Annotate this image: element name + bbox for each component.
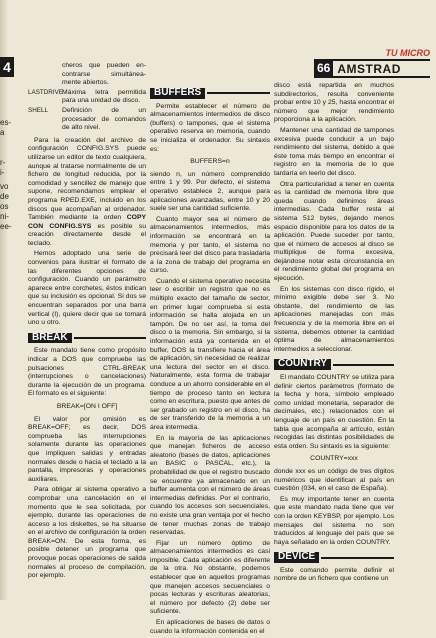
paragraph: disco está repartida en muchos subdirectorios, resulta conveniente probar entre 10 y 25, hasta encontrar el número que mejor rendimiento proporciona a la aplicación. bbox=[274, 82, 394, 124]
edge-fragment: vo bbox=[0, 182, 9, 191]
paragraph: Hemos adoptado una serie de convenios para ilustrar el formato de las diferentes opciones de configuración. Cuando un parámetro aparece entre corchetes, éstos indican que su inclusión es opcional. Si dos se encuentran separados por una barra vertical (I), quiere decir que se tomará uno u otro. bbox=[28, 250, 146, 327]
paragraph: Otra particularidad a tener en cuenta es la cantidad de memoria libre que queda cuando definimos áreas intermedias. Cada buffer resta al sistema 512 bytes, dejando menos espacio disponible para los datos de la aplicación. Puede suceder por tanto, que el número de accesos al disco se multiplique de forma excesiva, dejándose notar esta circunstancia en el rendimiento global del programa en ejecución. bbox=[274, 180, 394, 283]
paragraph: Este comando permite definir el nombre de un fichero que contiene un bbox=[274, 566, 394, 583]
paragraph: Fijar un número óptimo de almacenamientos intermedios es casi imposible. Cada aplicación es diferente de la otra. No obstante, podemos establecer que en aquellos programas que manejen accesos secuenciales o pocas lecturas y escrituras aleatorias, el número por defecto (2) debe ser suficiente. bbox=[150, 539, 270, 616]
definition-desc: Máxima letra permitida para una unidad de disco. bbox=[62, 88, 146, 105]
syntax-line: BREAK=[ON I OFF] bbox=[56, 402, 118, 410]
column-3 bbox=[274, 82, 394, 586]
edge-fragment: ni- bbox=[0, 212, 9, 221]
definition-term: LASTDRIVE bbox=[28, 88, 63, 96]
paragraph: Mantener una cantidad de tampones excesiva puede conducir a un bajo rendimiento del sistema, debido a que éste toma más tiempo en encontrar el registro en la memoria de lo que tardaría en leerlo del disco. bbox=[274, 126, 394, 177]
definition-desc: Definición de un procesador de comandos de alto nivel. bbox=[62, 106, 146, 132]
paragraph: En los sistemas con disco rígido, el mínimo exigible debe ser 3. No obstante, del rendimiento de las aplicaciones manejadas con más frecuencia y de la memoria libre en el sistema, debemos obtener la cantidad óptima de almacenamientos intermedios a seleccionar. bbox=[274, 285, 394, 353]
section-tab: 4 bbox=[0, 57, 14, 77]
paragraph: siendo n, un número comprendido entre 1 y 99. Por defecto, el sistema operativo establece 2, aunque para aplicaciones avanzadas, entre 10 y 20 suele ser una cantidad suficiente. bbox=[150, 170, 270, 213]
paragraph: En la mayoría de las aplicaciones que manejan ficheros de acceso aleatorio (bases de datos, aplicaciones en BASIC o PASCAL, etc.), la probabilidad de que el registro buscado se encuentre ya almacenado en un buffer aumenta con el número de áreas intermedias definidas. Por el contrario, cuando los accesos son secuenciales, no existe una gran ventaja por el hecho de tener muchas zonas de trabajo reservadas. bbox=[150, 434, 270, 537]
paragraph: Este mandato tiene como propósito indicar a DOS que compruebe las pulsaciones CTRL-BREAK (interrupciones o cancelaciones) durante la ejecución de un programa. El formato es el siguiente: bbox=[28, 347, 146, 398]
paragraph: Es muy importante tener en cuenta que este mandato nada tiene que ver con la orden KEYBSP, por ejemplo. Los mensajes del sistema no son traducidos al lenguaje del país que se haya señalado en la orden COUNTRY. bbox=[274, 495, 394, 546]
paragraph: Para la creación del archivo de configuración CONFIG.SYS puede utilizarse un editor de texto cualquiera, aunque al tratarse normalmente de un fichero de longitud reducida, por la comodidad y sencillez de manejo que supone, recomendamos emplear el programa RPED.EXE, incluido en los discos que acompañan al ordenador. También mediante la orden COPY CON CONFIG.SYS es posible su creación directamente desde el teclado. bbox=[28, 136, 147, 247]
edge-fragment: de bbox=[0, 192, 9, 201]
section-heading-device: DEVICE bbox=[274, 552, 394, 563]
definition-list bbox=[28, 62, 146, 133]
edge-fragment: os bbox=[0, 202, 9, 211]
magazine-name: TU MICRO bbox=[385, 48, 430, 58]
paragraph: El mandato COUNTRY se utiliza para definir ciertos parámetros (formato de la fecha y hora, símbolo empleado como unidad monetaria, separador de decimales, etc.) relacionados con el lenguaje de un país en cuestión. En la tabla que acompaña al artículo, están recogidas las distintas posibilidades de esta orden. Su sintaxis es la siguiente: bbox=[274, 374, 394, 450]
adjacent-page-edge bbox=[0, 0, 26, 600]
page-header bbox=[314, 59, 430, 78]
brand-name: AMSTRAD bbox=[337, 61, 401, 76]
edge-fragment: i- bbox=[0, 168, 5, 177]
paragraph: En aplicaciones de bases de datos o cuando la información contenida en el bbox=[150, 619, 270, 635]
edge-fragment: a bbox=[0, 128, 5, 137]
paragraph: donde xxx es un código de tres dígitos numéricos que identifican al país en cuestión (034, en el caso de España). bbox=[274, 467, 394, 493]
edge-fragment: ee- bbox=[0, 222, 12, 231]
paragraph: Para obligar al sistema operativo a comprobar una cancelación en el momento que le sea solicitada, por ejemplo, durante las operaciones de acceso a los diskettes, se ha situarse en el archivo de configuración la orden BREAK=ON. De esta forma, es posible detener un programa que provoque pocas operaciones de salida normales al proceso de compilación, por ejemplo. bbox=[28, 486, 146, 580]
column-2 bbox=[150, 88, 270, 638]
edge-fragment: es- bbox=[0, 118, 12, 127]
paragraph: Cuanto mayor sea el número de almacenamientos intermedios, más información se encontrará en la memoria y por tanto, el sistema no precisará leer del disco para trasladarla a la zona de trabajo del programa en curso. bbox=[150, 215, 270, 275]
paragraph: Permite establecer el número de almacenamientos intermedios de disco (buffers) o tampones, que el sistema operativo reserva en memoria, cuando se inicializa el ordenador. Su sintaxis es: bbox=[150, 102, 270, 153]
syntax-line: COUNTRY=xxx bbox=[310, 455, 358, 463]
page-number: 66 bbox=[314, 61, 333, 76]
section-heading-break: BREAK bbox=[28, 333, 146, 344]
paragraph: Cuando el sistema operativo necesita leer o escribir un registro que no es múltiplo exacto del tamaño de sector, en primer lugar comprueba si esta información se halla alojada en un tampón. De no ser así, la toma del disco o la memoria. Sin embargo, si la información está ya contenida en el buffer, DOS la transfiere hacia el área de aplicación, sin necesidad de realizar una lectura del sector en el disco. Naturalmente, esta forma de trabajar conduce a un ahorro considerable en el tiempo de proceso tanto en lectura como en escritura, puesto que antes de ser grabado un registro en el disco, ha de ser transferido de la memoria a un área intermedia. bbox=[150, 277, 270, 431]
paragraph: El valor por omisión es BREAK=OFF; es decir, DOS comprueba las interrupciones solamente durante las operaciones que impliquen salidas y entradas normales desde o hacia el teclado a la pantalla, impresoras y operaciones auxiliares. bbox=[28, 415, 146, 483]
column-1 bbox=[28, 62, 146, 583]
definition-continuation: cheros que pueden en- contrarse simultánea- mente abiertos. bbox=[62, 62, 146, 87]
section-heading-buffers: BUFFERS bbox=[150, 88, 270, 99]
definition-term: SHELL bbox=[28, 106, 48, 114]
section-heading-country: COUNTRY bbox=[274, 359, 394, 370]
command: COPY CON CONFIG.SYS bbox=[28, 214, 147, 230]
syntax-line: BUFFERS=n bbox=[190, 158, 230, 166]
edge-fragment: r- bbox=[0, 158, 6, 167]
